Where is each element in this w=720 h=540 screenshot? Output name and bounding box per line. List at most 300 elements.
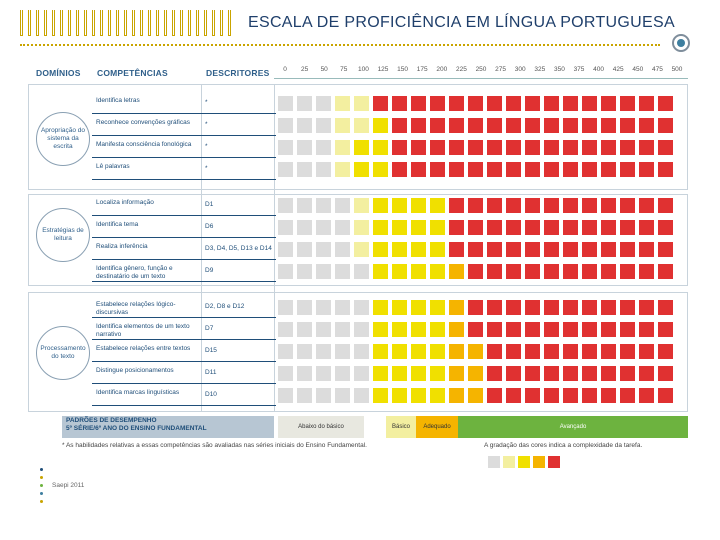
scale-tick-label: 350 [553,66,565,73]
proficiency-cell [563,96,578,111]
proficiency-cell [392,264,407,279]
proficiency-cell [487,140,502,155]
source-label: Saepi 2011 [52,482,85,489]
proficiency-cell [525,300,540,315]
proficiency-cell [392,366,407,381]
proficiency-cell [316,118,331,133]
proficiency-cell [487,96,502,111]
proficiency-cell [411,366,426,381]
proficiency-cell [487,300,502,315]
proficiency-cell [449,220,464,235]
scale-tick-label: 150 [397,66,409,73]
proficiency-cell [411,220,426,235]
proficiency-cell [639,96,654,111]
descritor-label: D6 [205,223,214,230]
proficiency-cell [335,198,350,213]
proficiency-cell [620,366,635,381]
proficiency-cell [639,264,654,279]
proficiency-cell [525,140,540,155]
proficiency-cell [278,140,293,155]
scale-tick-label: 25 [300,66,309,73]
proficiency-cell [468,388,483,403]
padroes-title: PADRÕES DE DESEMPENHO [66,417,157,424]
proficiency-cell [430,300,445,315]
proficiency-cell [544,388,559,403]
proficiency-cell [468,220,483,235]
proficiency-cell [544,242,559,257]
proficiency-cell [354,388,369,403]
proficiency-cell [297,322,312,337]
proficiency-cell [449,300,464,315]
proficiency-cell [354,118,369,133]
proficiency-cell [563,198,578,213]
proficiency-cell [601,300,616,315]
proficiency-cell [563,366,578,381]
proficiency-cell [297,96,312,111]
legend-swatch [488,456,500,468]
proficiency-cell [316,366,331,381]
proficiency-cell [411,242,426,257]
scale-tick-label: 250 [475,66,487,73]
descritor-label: D10 [205,391,217,398]
scale-tick-label: 300 [514,66,526,73]
proficiency-cell [278,96,293,111]
proficiency-cell [316,96,331,111]
proficiency-cell [468,322,483,337]
proficiency-cell [335,322,350,337]
proficiency-cell [449,118,464,133]
proficiency-cell [354,96,369,111]
domain-circle-estrategias: Estratégias de leitura [36,208,90,262]
proficiency-cell [601,140,616,155]
scale-tick-label: 175 [416,66,428,73]
proficiency-cell [544,220,559,235]
row-underline [92,361,276,362]
proficiency-cell [601,366,616,381]
level-abaixo: Abaixo do básico [278,416,364,438]
competencia-label: Realiza inferência [96,243,148,250]
row-underline [92,113,276,114]
proficiency-cell [392,220,407,235]
descritor-label: * [205,143,208,150]
proficiency-cell [335,220,350,235]
page-title: ESCALA DE PROFICIÊNCIA EM LÍNGUA PORTUGUESA [248,14,675,31]
proficiency-cell [582,242,597,257]
scale-tick-label: 75 [340,66,348,73]
proficiency-cell [487,388,502,403]
proficiency-cell [430,264,445,279]
proficiency-cells-row [278,220,673,235]
proficiency-cell [354,198,369,213]
row-underline [92,317,276,318]
proficiency-cell [373,388,388,403]
proficiency-cell [639,242,654,257]
proficiency-cell [620,264,635,279]
column-header-competencias: COMPETÊNCIAS [97,68,168,78]
competencia-label: Distingue posicionamentos [96,367,174,374]
scale-tick-label: 50 [320,66,328,73]
row-underline [92,215,276,216]
proficiency-cell [335,300,350,315]
proficiency-cell [544,322,559,337]
descritor-label: D15 [205,347,217,354]
domain-circle-processamento: Processamento do texto [36,326,90,380]
proficiency-cell [335,162,350,177]
row-underline [92,281,276,282]
proficiency-cell [544,264,559,279]
scale-tick-label: 425 [612,66,624,73]
proficiency-cell [335,118,350,133]
proficiency-cell [278,322,293,337]
proficiency-cell [487,242,502,257]
level-adequado: Adequado [416,416,458,438]
proficiency-cell [316,242,331,257]
proficiency-cell [544,300,559,315]
proficiency-cell [373,264,388,279]
proficiency-cell [506,140,521,155]
proficiency-cell [468,344,483,359]
proficiency-cell [639,322,654,337]
competencia-label: Manifesta consciência fonológica [96,141,192,148]
proficiency-cell [620,322,635,337]
proficiency-cells-row [278,366,673,381]
scale-tick-label: 125 [377,66,389,73]
proficiency-cell [449,198,464,213]
title-divider [20,44,660,47]
proficiency-cells-row [278,198,673,213]
row-underline [92,135,276,136]
proficiency-cell [658,140,673,155]
proficiency-cell [506,96,521,111]
proficiency-cell [316,162,331,177]
proficiency-cell [373,118,388,133]
proficiency-cell [392,162,407,177]
proficiency-cell [297,140,312,155]
proficiency-cell [297,162,312,177]
proficiency-cell [430,242,445,257]
proficiency-cell [373,242,388,257]
proficiency-cell [373,300,388,315]
descritor-label: D11 [205,369,217,376]
proficiency-cell [373,322,388,337]
proficiency-cell [354,140,369,155]
proficiency-cell [601,264,616,279]
proficiency-cell [468,140,483,155]
proficiency-cell [639,300,654,315]
legend-swatch [503,456,515,468]
proficiency-cells-row [278,344,673,359]
scale-tick-label: 475 [651,66,663,73]
proficiency-cells-row [278,96,673,111]
competencia-label: Identifica elementos de um texto narrativo [96,323,190,338]
proficiency-cell [487,322,502,337]
proficiency-cell [487,198,502,213]
proficiency-cell [278,388,293,403]
proficiency-cell [468,96,483,111]
proficiency-cell [658,162,673,177]
proficiency-cells-row [278,162,673,177]
competencia-label: Identifica gênero, função e destinatário de um texto [96,265,173,280]
proficiency-cell [563,388,578,403]
proficiency-cell [582,140,597,155]
proficiency-cell [297,366,312,381]
proficiency-cell [449,264,464,279]
proficiency-cell [601,198,616,213]
proficiency-cell [297,118,312,133]
proficiency-cell [563,162,578,177]
proficiency-cell [411,322,426,337]
proficiency-cell [544,118,559,133]
proficiency-cell [639,162,654,177]
proficiency-cell [582,220,597,235]
competencia-label: Identifica tema [96,221,139,228]
scale-tick-label: 100 [357,66,369,73]
proficiency-cell [582,388,597,403]
legend-swatch [518,456,530,468]
proficiency-cell [563,322,578,337]
proficiency-cell [601,118,616,133]
proficiency-cell [449,96,464,111]
proficiency-cell [620,300,635,315]
proficiency-cell [278,344,293,359]
proficiency-cell [430,344,445,359]
proficiency-cell [525,220,540,235]
proficiency-cell [278,300,293,315]
proficiency-cell [506,322,521,337]
proficiency-cell [411,140,426,155]
padroes-label [66,417,207,433]
proficiency-cell [392,242,407,257]
proficiency-cell [373,344,388,359]
proficiency-cell [563,264,578,279]
proficiency-cell [563,140,578,155]
proficiency-cell [525,388,540,403]
proficiency-cell [620,198,635,213]
proficiency-cell [468,242,483,257]
row-underline [92,259,276,260]
proficiency-cell [297,198,312,213]
legend-swatch [548,456,560,468]
proficiency-cell [411,118,426,133]
proficiency-cell [487,118,502,133]
proficiency-cell [392,300,407,315]
proficiency-cells-row [278,300,673,315]
competencia-label: Identifica marcas linguísticas [96,389,180,396]
proficiency-cell [316,344,331,359]
padroes-subtitle: 5º SÉRIE/6º ANO DO ENSINO FUNDAMENTAL [66,425,207,433]
proficiency-cell [354,220,369,235]
proficiency-cell [449,140,464,155]
proficiency-cell [563,118,578,133]
proficiency-cell [335,242,350,257]
proficiency-cell [335,140,350,155]
descritor-label: D7 [205,325,214,332]
proficiency-cell [658,264,673,279]
proficiency-cell [639,220,654,235]
competencia-label: Identifica letras [96,97,140,104]
proficiency-cell [506,388,521,403]
proficiency-cell [582,162,597,177]
proficiency-cell [620,344,635,359]
proficiency-cell [487,264,502,279]
proficiency-cell [525,198,540,213]
proficiency-cell [449,242,464,257]
competencia-label: Estabelece relações entre textos [96,345,191,352]
proficiency-cell [582,96,597,111]
slide-badge-icon [672,34,690,52]
proficiency-cell [316,220,331,235]
proficiency-cell [430,162,445,177]
decorative-stripes [20,10,238,40]
proficiency-cell [639,344,654,359]
proficiency-cell [278,118,293,133]
proficiency-cell [487,162,502,177]
proficiency-cell [506,264,521,279]
proficiency-cell [506,366,521,381]
color-legend-note: A gradação das cores indica a complexidade da tarefa. [484,442,643,449]
proficiency-cell [278,162,293,177]
proficiency-cell [487,366,502,381]
proficiency-cell [373,96,388,111]
proficiency-cell [525,242,540,257]
column-divider [274,84,275,412]
competencia-label: Lê palavras [96,163,130,170]
proficiency-cell [297,242,312,257]
proficiency-cell [449,162,464,177]
proficiency-cell [392,322,407,337]
proficiency-cell [354,300,369,315]
proficiency-cell [487,220,502,235]
proficiency-cell [601,388,616,403]
proficiency-cell [639,198,654,213]
proficiency-cell [544,198,559,213]
competencia-label: Estabelece relações lógico-discursivas [96,301,176,316]
proficiency-cell [658,96,673,111]
proficiency-cell [639,140,654,155]
competencia-label: Localiza informação [96,199,154,206]
proficiency-cell [449,322,464,337]
proficiency-cell [278,220,293,235]
proficiency-cell [506,198,521,213]
descritor-label: * [205,121,208,128]
proficiency-cell [620,162,635,177]
proficiency-cell [544,344,559,359]
scale-tick-label: 225 [455,66,467,73]
proficiency-cells-row [278,388,673,403]
proficiency-cell [582,198,597,213]
proficiency-cell [506,162,521,177]
proficiency-cell [601,96,616,111]
proficiency-cell [316,198,331,213]
proficiency-cell [506,300,521,315]
descritor-label: D1 [205,201,214,208]
proficiency-cell [392,344,407,359]
proficiency-cell [620,388,635,403]
proficiency-cell [468,366,483,381]
proficiency-cell [601,162,616,177]
proficiency-cell [316,388,331,403]
proficiency-cell [506,220,521,235]
proficiency-cell [297,388,312,403]
proficiency-cell [373,198,388,213]
proficiency-cell [411,96,426,111]
descritor-label: D2, D8 e D12 [205,303,245,310]
proficiency-cell [373,366,388,381]
proficiency-cell [430,366,445,381]
proficiency-cell [601,220,616,235]
proficiency-cell [430,140,445,155]
descritor-label: * [205,165,208,172]
proficiency-cell [639,118,654,133]
proficiency-cell [506,118,521,133]
proficiency-cell [335,96,350,111]
proficiency-cell [392,118,407,133]
proficiency-cell [297,300,312,315]
proficiency-cell [278,198,293,213]
proficiency-cell [430,220,445,235]
competencia-label: Reconhece convenções gráficas [96,119,190,126]
proficiency-cell [525,264,540,279]
proficiency-cell [582,322,597,337]
proficiency-cell [278,242,293,257]
proficiency-cell [563,220,578,235]
proficiency-cell [316,140,331,155]
proficiency-cell [430,322,445,337]
proficiency-cell [658,198,673,213]
footnote: * As habilidades relativas a essas competências são avaliadas nas séries iniciais do Ensino Fundamental. [62,442,367,449]
column-header-dominios: DOMÍNIOS [36,68,81,78]
proficiency-cell [468,198,483,213]
proficiency-cell [392,140,407,155]
proficiency-cell [658,220,673,235]
scale-tick-label: 275 [495,66,507,73]
row-underline [92,405,276,406]
proficiency-cell [354,264,369,279]
proficiency-cell [544,96,559,111]
proficiency-cell [620,140,635,155]
proficiency-cell [525,118,540,133]
proficiency-cell [411,198,426,213]
proficiency-cell [582,264,597,279]
proficiency-cells-row [278,242,673,257]
proficiency-cell [582,366,597,381]
scale-tick-label: 200 [436,66,448,73]
proficiency-cell [639,366,654,381]
proficiency-cell [525,366,540,381]
descritor-label: * [205,99,208,106]
color-gradient-legend [488,456,560,468]
proficiency-cell [316,322,331,337]
proficiency-cell [620,242,635,257]
proficiency-cell [335,388,350,403]
proficiency-cell [430,198,445,213]
proficiency-cell [335,344,350,359]
proficiency-cell [354,242,369,257]
proficiency-cell [563,344,578,359]
proficiency-cell [468,300,483,315]
proficiency-cell [392,96,407,111]
row-underline [92,383,276,384]
proficiency-cell [468,162,483,177]
proficiency-cell [582,300,597,315]
proficiency-cell [658,118,673,133]
domain-circle-apropriacao: Apropriação do sistema da escrita [36,112,90,166]
proficiency-cell [639,388,654,403]
proficiency-cell [335,366,350,381]
scale-tick-label: 325 [534,66,546,73]
proficiency-cell [316,264,331,279]
proficiency-cell [525,162,540,177]
